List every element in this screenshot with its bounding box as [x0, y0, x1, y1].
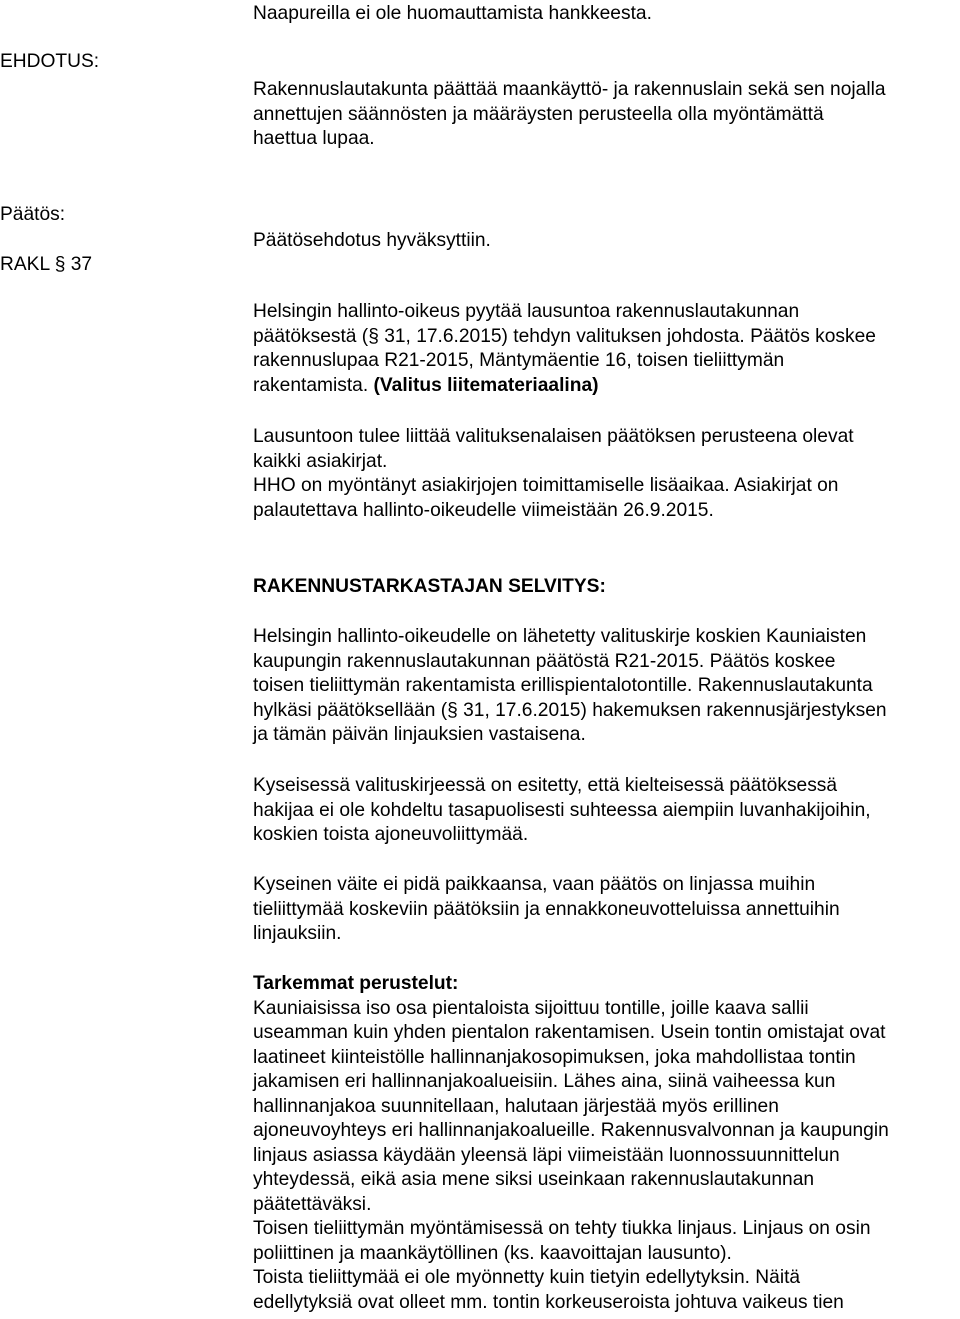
- proposal-line: annettujen säännösten ja määräysten perusteella olla myöntämättä: [253, 103, 824, 125]
- proposal-text: [253, 78, 957, 152]
- report-line: kaupungin rakennuslautakunnan päätöstä R21-2015. Päätös koskee: [253, 650, 836, 672]
- attach-line: HHO on myöntänyt asiakirjojen toimittamiselle lisäaikaa. Asiakirjat on: [253, 475, 839, 496]
- attachment-note: (Valitus liitemateriaalina): [373, 374, 599, 396]
- proposal-line: haettua lupaa.: [253, 128, 375, 149]
- report-heading-text: RAKENNUSTARKASTAJAN SELVITYS:: [253, 576, 606, 597]
- decision-accepted-text: Päätösehdotus hyväksyttiin.: [253, 230, 491, 251]
- attach-line: Lausuntoon tulee liittää valituksenalaisen päätöksen perusteena olevat: [253, 426, 854, 447]
- decision-label: Päätös:: [0, 204, 66, 225]
- report-line: ja tämän päivän linjauksien vastaisena.: [253, 724, 586, 745]
- details-line: jakamisen eri hallinnanjakoalueisiin. Lähes aina, siinä vaiheessa kun: [253, 1071, 836, 1092]
- details-line: poliittinen ja maankäytöllinen (ks. kaavoittajan lausunto).: [253, 1242, 732, 1264]
- report-paragraph-1: [253, 625, 957, 748]
- details-line: Toisen tieliittymän myöntämisessä on tehty tiukka linjaus. Linjaus on osin: [253, 1218, 871, 1239]
- report-line: koskien toista ajoneuvoliittymää.: [253, 824, 529, 845]
- report-heading: [253, 575, 957, 600]
- decision-accepted: [253, 229, 957, 254]
- section-label: RAKL § 37: [0, 254, 93, 275]
- report-paragraph-2: [253, 774, 957, 848]
- details-line: hallinnanjakoa suunnitellaan, halutaan järjestää myös erillinen: [253, 1095, 779, 1117]
- details-heading: Tarkemmat perustelut:: [253, 973, 459, 994]
- report-line: Helsingin hallinto-oikeudelle on lähetetty valituskirje koskien Kauniaisten: [253, 626, 867, 647]
- request-last-plain: rakentamista.: [253, 374, 374, 396]
- details-line: laatineet kiinteistölle hallinnanjakosopimuksen, joka mahdollistaa tontin: [253, 1046, 856, 1068]
- details-line: yhteydessä, eikä asia mene siksi useinkaan rakennuslautakunnan: [253, 1169, 815, 1190]
- request-line: Helsingin hallinto-oikeus pyytää lausuntoa rakennuslautakunnan: [253, 301, 800, 322]
- report-line: hakijaa ei ole kohdeltu tasapuolisesti suhteessa aiempiin luvanhakijoihin,: [253, 799, 871, 821]
- request-line: päätöksestä (§ 31, 17.6.2015) tehdyn valituksen johdosta. Päätös koskee: [253, 325, 876, 347]
- details-line: useamman kuin yhden pientalon rakentamisen. Usein tontin omistajat ovat: [253, 1022, 886, 1043]
- attachment-info: [253, 425, 957, 523]
- proposal-line: Rakennuslautakunta päättää maankäyttö- ja rakennuslain sekä sen nojalla: [253, 79, 886, 100]
- report-line: toisen tieliittymän rakentamista erillispientalotontille. Rakennuslautakunta: [253, 675, 873, 696]
- details-line: ajoneuvoyhteys eri hallinnanjakoalueille. Rakennusvalvonnan ja kaupungin: [253, 1120, 889, 1141]
- top-note-text: Naapureilla ei ole huomauttamista hankkeesta.: [253, 3, 652, 24]
- attach-line: kaikki asiakirjat.: [253, 450, 388, 472]
- request-line-last: [253, 374, 957, 399]
- report-line: Kyseisessä valituskirjeessä on esitetty, että kielteisessä päätöksessä: [253, 775, 838, 796]
- details-line: päätettäväksi.: [253, 1193, 372, 1215]
- report-line: Kyseinen väite ei pidä paikkaansa, vaan päätös on linjassa muihin: [253, 874, 816, 895]
- details-line: edellytyksiä ovat olleet mm. tontin korkeuseroista johtuva vaikeus tien: [253, 1291, 844, 1313]
- attach-line: palautettava hallinto-oikeudelle viimeistään 26.9.2015.: [253, 499, 714, 521]
- report-line: linjauksiin.: [253, 923, 342, 944]
- request-line: rakennuslupaa R21-2015, Mäntymäentie 16, toisen tieliittymän: [253, 350, 785, 371]
- proposal-label: EHDOTUS:: [0, 51, 100, 72]
- details-line: linjaus asiassa käydään yleensä läpi viimeistään luonnossuunnittelun: [253, 1144, 840, 1166]
- top-note: [253, 2, 957, 27]
- details-line: Kauniaisissa iso osa pientaloista sijoittuu tontille, joille kaava sallii: [253, 997, 809, 1019]
- details-section: [253, 972, 957, 1315]
- report-line: hylkäsi päätöksellään (§ 31, 17.6.2015) hakemuksen rakennusjärjestyksen: [253, 699, 887, 721]
- report-paragraph-3: [253, 873, 957, 947]
- details-line: Toista tieliittymää ei ole myönnetty kuin tietyin edellytyksin. Näitä: [253, 1267, 801, 1288]
- statement-request: [253, 300, 957, 398]
- report-line: tieliittymää koskeviin päätöksiin ja ennakkoneuvotteluissa annettuihin: [253, 898, 840, 920]
